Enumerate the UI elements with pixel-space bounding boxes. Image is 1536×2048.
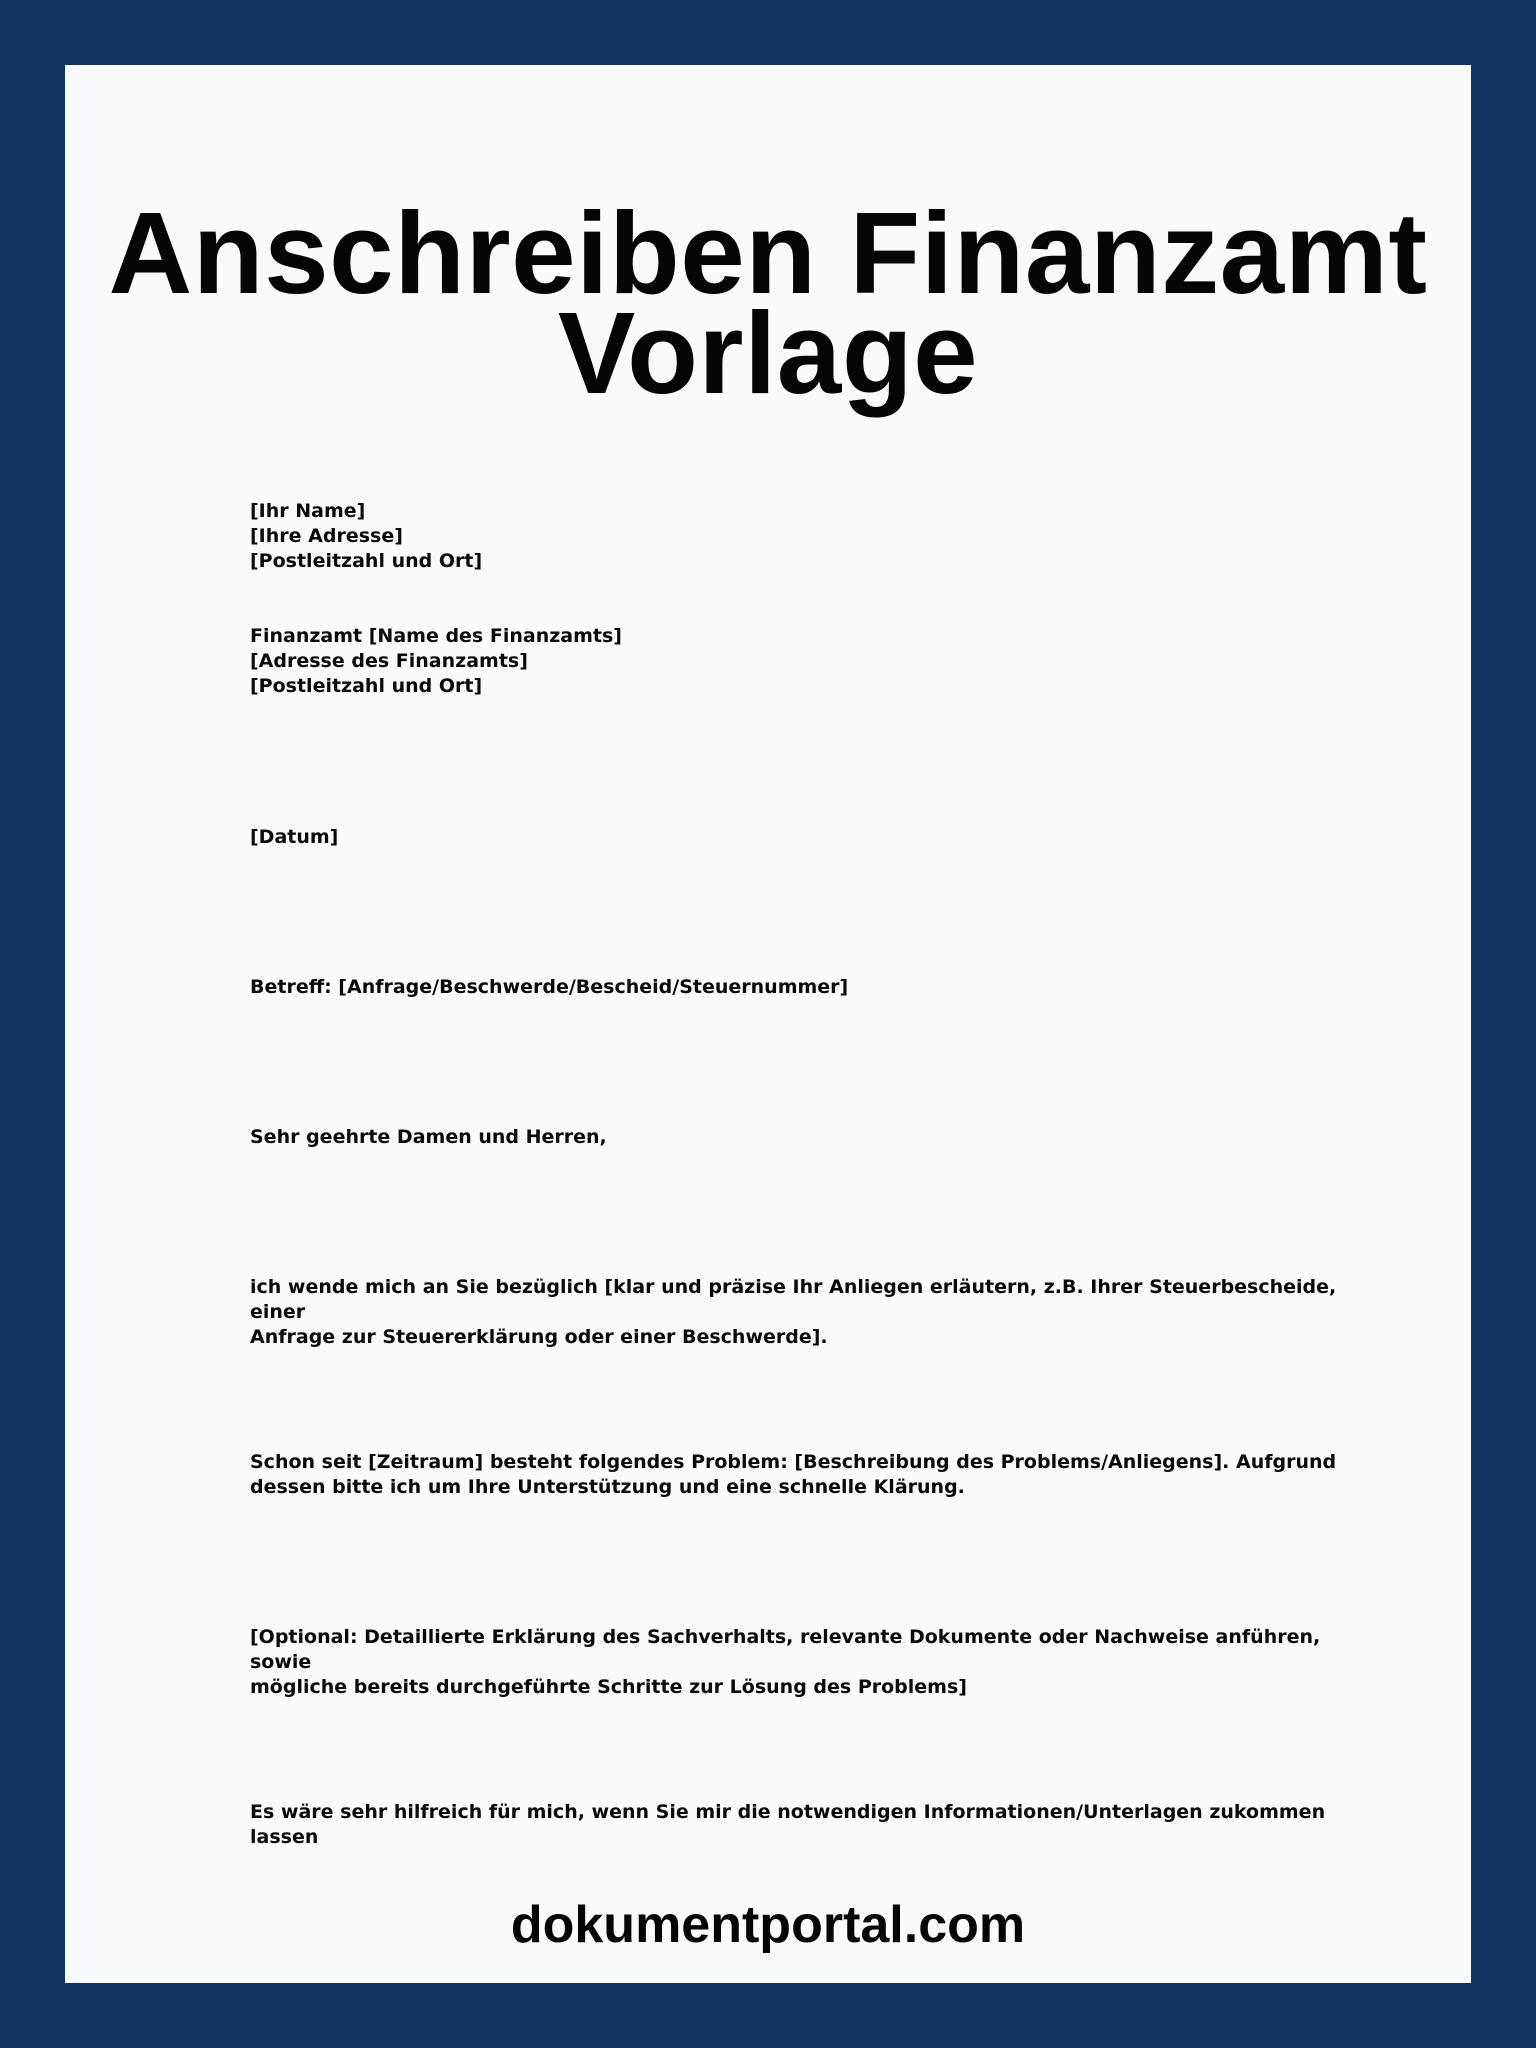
paragraph-2: Schon seit [Zeitraum] besteht folgendes Problem: [Beschreibung des Problems/Anliegens]. Aufgrund dessen bitte ich um Ihre Unterstützung und eine schnelle Klärung.: [250, 1451, 1337, 1498]
letter-salutation: Sehr geehrte Damen und Herren,: [250, 1126, 607, 1148]
recipient-name: Finanzamt [Name des Finanzamts]: [250, 625, 622, 647]
sender-name: [Ihr Name]: [250, 500, 366, 522]
recipient-city: [Postleitzahl und Ort]: [250, 675, 483, 697]
sender-city: [Postleitzahl und Ort]: [250, 550, 483, 572]
title-line-2: Vorlage: [557, 288, 979, 418]
title-line-1: Anschreiben Finanzamt: [108, 188, 1428, 318]
document-page: [65, 65, 1471, 1983]
recipient-address: [250, 624, 1350, 699]
document-title: [65, 188, 1471, 418]
paragraph-3: [Optional: Detaillierte Erklärung des Sachverhalts, relevante Dokumente oder Nachweise anführen, sowie mögliche bereits durchgeführte Schritte zur Lösung des Problems]: [250, 1626, 1321, 1698]
letter-date: [Datum]: [250, 826, 339, 848]
paragraph-1: ich wende mich an Sie bezüglich [klar und präzise Ihr Anliegen erläutern, z.B. Ihrer Steuerbescheide, einer Anfrage zur Steuererklärung oder einer Beschwerde].: [250, 1276, 1337, 1348]
letter-subject: Betreff: [Anfrage/Beschwerde/Bescheid/Steuernummer]: [250, 976, 849, 998]
sender-address: [250, 499, 1350, 574]
recipient-street: [Adresse des Finanzamts]: [250, 650, 528, 672]
paragraph-4: Es wäre sehr hilfreich für mich, wenn Sie mir die notwendigen Informationen/Unterlagen zukommen lassen: [250, 1801, 1326, 1848]
sender-street: [Ihre Adresse]: [250, 525, 403, 547]
footer-site-name: dokumentportal.com: [510, 1896, 1026, 1954]
